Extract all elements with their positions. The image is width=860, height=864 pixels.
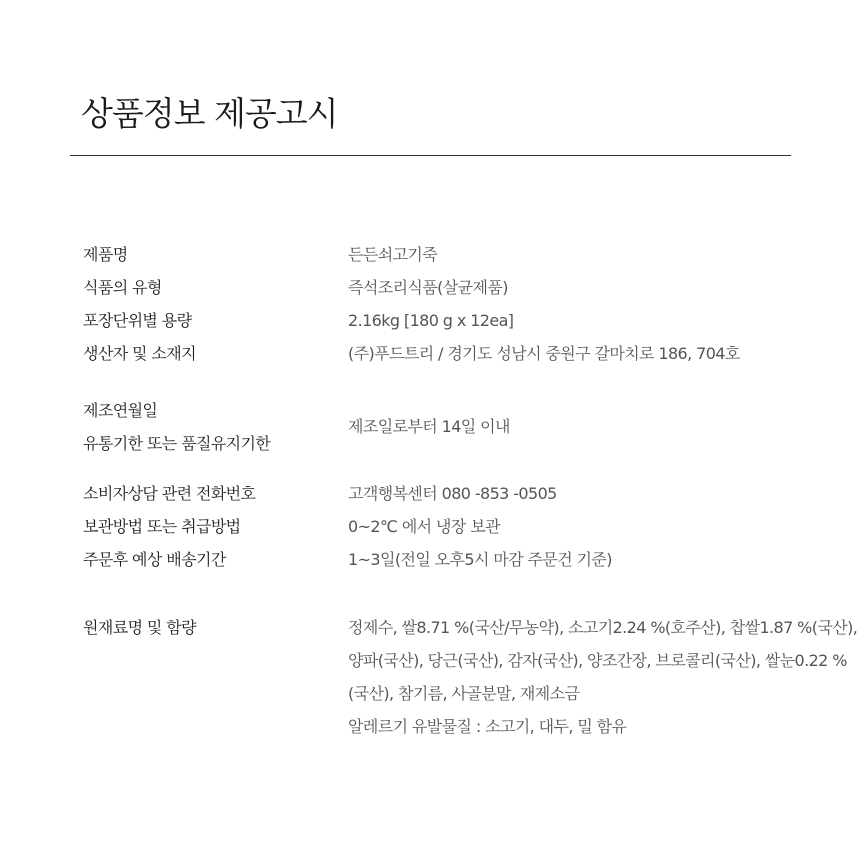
value-product-name: 든든쇠고기죽 bbox=[348, 245, 438, 264]
title-divider bbox=[70, 155, 791, 156]
value-ingredients-line: (국산), 참기름, 사골분말, 재제소금 bbox=[348, 684, 580, 703]
label-manufacture-date: 제조연월일 bbox=[83, 401, 158, 420]
label-ingredients: 원재료명 및 함량 bbox=[83, 618, 196, 637]
value-delivery: 1~3일(전일 오후5시 마감 주문건 기준) bbox=[348, 550, 612, 569]
value-storage: 0~2℃ 에서 냉장 보관 bbox=[348, 517, 500, 536]
label-storage: 보관방법 또는 취급방법 bbox=[83, 517, 241, 536]
label-product-name: 제품명 bbox=[83, 245, 128, 264]
value-producer: (주)푸드트리 / 경기도 성남시 중원구 갈마치로 186, 704호 bbox=[348, 344, 740, 363]
value-consultation: 고객행복센터 080 -853 -0505 bbox=[348, 484, 557, 503]
label-delivery: 주문후 예상 배송기간 bbox=[83, 550, 226, 569]
value-ingredients-line: 정제수, 쌀8.71 %(국산/무농약), 소고기2.24 %(호주산), 찹쌀1.87 %(국산), bbox=[348, 618, 858, 637]
value-ingredients-line: 양파(국산), 당근(국산), 감자(국산), 양조간장, 브로콜리(국산), 쌀눈0.22 % bbox=[348, 651, 847, 670]
value-expiry: 제조일로부터 14일 이내 bbox=[348, 417, 510, 436]
label-package-unit: 포장단위별 용량 bbox=[83, 311, 192, 330]
label-consultation: 소비자상담 관련 전화번호 bbox=[83, 484, 256, 503]
value-food-type: 즉석조리식품(살균제품) bbox=[348, 278, 508, 297]
value-package-unit: 2.16kg [180 g x 12ea] bbox=[348, 311, 514, 330]
label-food-type: 식품의 유형 bbox=[83, 278, 162, 297]
page-title: 상품정보 제공고시 bbox=[81, 94, 338, 133]
label-expiry: 유통기한 또는 품질유지기한 bbox=[83, 434, 271, 453]
value-allergen-note: 알레르기 유발물질 : 소고기, 대두, 밀 함유 bbox=[348, 717, 627, 736]
label-producer: 생산자 및 소재지 bbox=[83, 344, 196, 363]
